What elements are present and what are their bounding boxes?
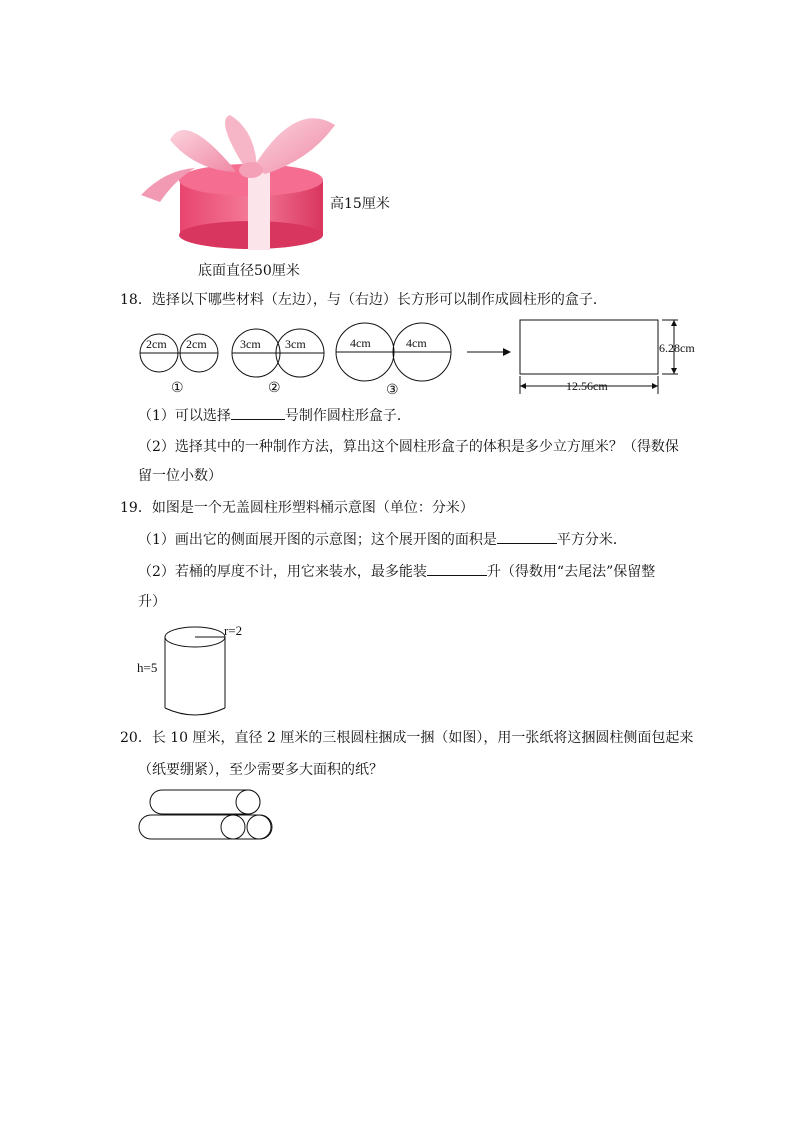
option-2-label-b: 3cm bbox=[285, 337, 306, 351]
q18-part2-line1: （2）选择其中的一种制作方法，算出这个圆柱形盒子的体积是多少立方厘米？（得数保 bbox=[138, 439, 679, 455]
q18-text: 选择以下哪些材料（左边），与（右边）长方形可以制作成圆柱形的盒子． bbox=[151, 292, 607, 308]
gift-box-drawing bbox=[135, 100, 335, 260]
q19-text: 如图是一个无盖圆柱形塑料桶示意图（单位：分米） bbox=[151, 500, 474, 516]
cylinder-height-label: h=5 bbox=[137, 660, 158, 675]
q20-text-line1: 长 10 厘米，直径 2 厘米的三根圆柱捆成一捆（如图），用一张纸将这捆圆柱侧面包起来 bbox=[151, 730, 694, 746]
q18-part1 bbox=[138, 405, 411, 426]
q18-part1-post: 号制作圆柱形盒子． bbox=[284, 408, 411, 424]
option-3-circles bbox=[336, 323, 451, 398]
option-3-marker: ③ bbox=[386, 383, 399, 398]
q19-cylinder-figure bbox=[135, 620, 285, 720]
rect-width-label: 12.56cm bbox=[566, 379, 608, 393]
q20-number: 20． bbox=[120, 730, 152, 746]
q18-part1-pre: （1）可以选择 bbox=[138, 408, 231, 424]
q19-prompt bbox=[120, 498, 474, 518]
gift-box-image bbox=[135, 100, 335, 260]
q19-volume-blank[interactable] bbox=[427, 561, 487, 576]
option-2-label-a: 3cm bbox=[240, 337, 261, 351]
q19-part1 bbox=[138, 529, 627, 550]
option-2-marker: ② bbox=[268, 381, 281, 396]
q18-prompt bbox=[120, 290, 607, 310]
gift-diameter-label: 底面直径50厘米 bbox=[198, 263, 300, 279]
q18-figure bbox=[0, 318, 720, 408]
q20-line2: （纸要绷紧），至少需要多大面积的纸？ bbox=[138, 762, 383, 778]
cylinder-radius-label: r=2 bbox=[224, 623, 243, 638]
option-1-label-b: 2cm bbox=[186, 337, 207, 351]
q19-part1-post: 平方分米． bbox=[556, 532, 627, 548]
option-2-circles bbox=[232, 329, 324, 396]
target-rectangle bbox=[520, 320, 695, 394]
q19-part2-post: 升（得数用“去尾法”保留整 bbox=[486, 564, 656, 580]
rect-height-label: 6.28cm bbox=[659, 341, 695, 355]
option-3-label-b: 4cm bbox=[406, 336, 427, 350]
option-1-circles bbox=[140, 334, 218, 396]
q19-part2-pre: （2）若桶的厚度不计，用它来装水，最多能装 bbox=[138, 564, 427, 580]
q19-part1-pre: （1）画出它的侧面展开图的示意图；这个展开图的面积是 bbox=[138, 532, 497, 548]
q18-number: 18． bbox=[120, 292, 152, 308]
gift-height-label: 高15厘米 bbox=[330, 196, 390, 212]
q19-number: 19． bbox=[120, 500, 152, 516]
q20-bundle-figure bbox=[135, 785, 285, 845]
q20-line1 bbox=[120, 728, 693, 748]
option-1-marker: ① bbox=[171, 381, 184, 396]
q18-part2-line2: 留一位小数） bbox=[138, 468, 222, 484]
q19-part2-line2: 升） bbox=[138, 594, 166, 610]
q19-area-blank[interactable] bbox=[497, 529, 557, 544]
right-arrow bbox=[467, 348, 511, 356]
option-1-label-a: 2cm bbox=[146, 337, 167, 351]
option-3-label-a: 4cm bbox=[350, 336, 371, 350]
q18-answer-blank[interactable] bbox=[231, 405, 285, 420]
q19-part2 bbox=[138, 561, 655, 582]
